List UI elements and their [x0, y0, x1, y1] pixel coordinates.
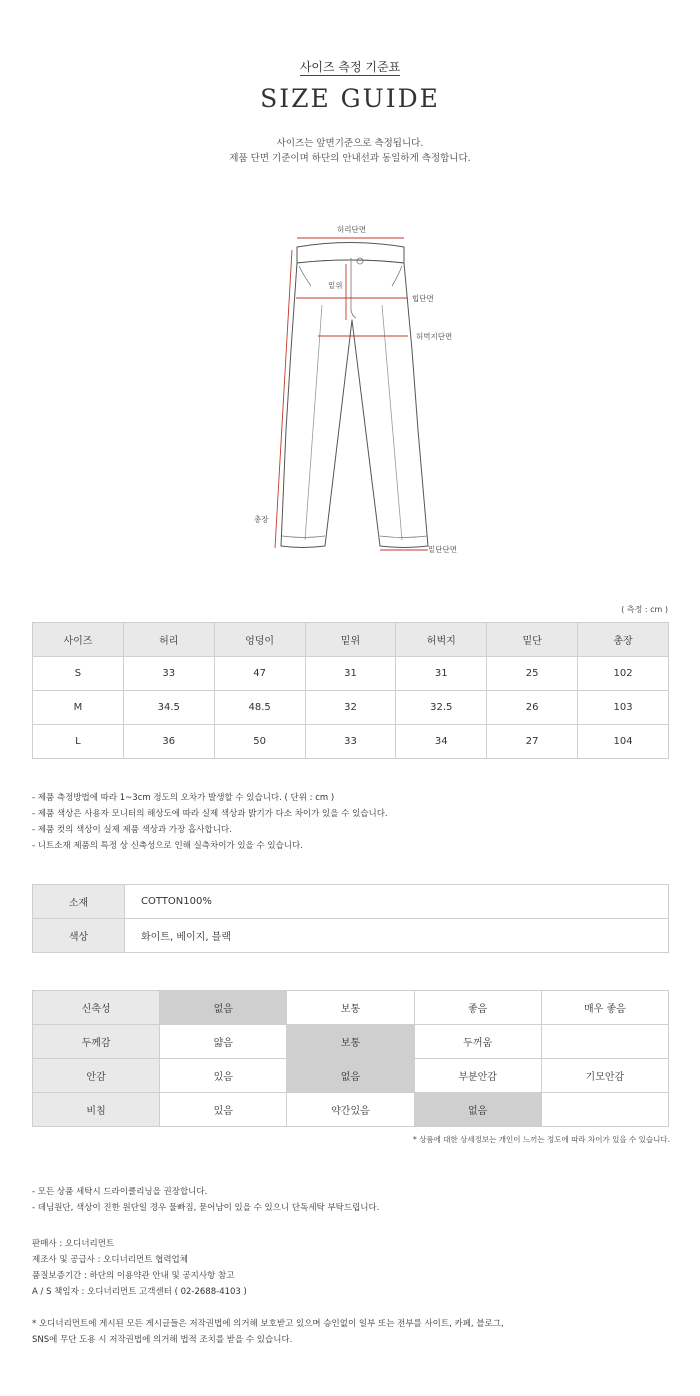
property-option: [541, 1093, 668, 1127]
property-option: 좋음: [414, 991, 541, 1025]
seller-line: 판매사 : 오디너리먼트: [32, 1239, 115, 1249]
note-line: - 제품 컷의 색상이 실제 제품 색상과 가장 흡사합니다.: [32, 825, 232, 835]
size-table-header-row: [33, 623, 669, 657]
header-cell-thigh: 허벅지: [396, 623, 487, 657]
intro-text: [0, 136, 700, 166]
table-cell: 48.5: [214, 691, 305, 725]
table-row: [33, 725, 669, 759]
table-cell: 32: [305, 691, 396, 725]
properties-table: [32, 990, 669, 1127]
table-cell: 50: [214, 725, 305, 759]
size-guide-title: SIZE GUIDE: [260, 84, 440, 113]
copyright-notice: [32, 1316, 504, 1348]
thigh-label: 허벅지단면: [416, 332, 453, 341]
table-cell: S: [33, 657, 124, 691]
color-label: 색상: [33, 919, 125, 953]
care-line: - 모든 상품 세탁시 드라이클리닝을 권장합니다.: [32, 1187, 208, 1197]
property-option: 두꺼움: [414, 1025, 541, 1059]
measurement-notes: [32, 790, 388, 854]
material-label: 소재: [33, 885, 125, 919]
table-cell: 31: [305, 657, 396, 691]
material-value: COTTON100%: [125, 885, 669, 919]
property-label: 비침: [33, 1093, 160, 1127]
header-cell-hem: 밑단: [487, 623, 578, 657]
property-row-stretch: [33, 991, 669, 1025]
table-cell: 33: [305, 725, 396, 759]
care-line: - 데님원단, 색상이 진한 원단일 경우 물빠짐, 묻어남이 있을 수 있으니 단독세탁 부탁드립니다.: [32, 1203, 380, 1213]
size-guide-subtitle: [0, 58, 700, 75]
table-cell: 26: [487, 691, 578, 725]
table-cell: 31: [396, 657, 487, 691]
warranty-line: 품질보증기간 : 하단의 이용약관 안내 및 공지사항 참고: [32, 1271, 235, 1281]
intro-line-1: 사이즈는 앞면기준으로 측정됩니다.: [276, 138, 424, 149]
color-value: 화이트, 베이지, 블랙: [125, 919, 669, 953]
property-option-selected: 없음: [160, 991, 287, 1025]
intro-line-2: 제품 단면 기준이며 하단의 안내선과 동일하게 측정합니다.: [229, 153, 471, 164]
hip-label: 힙단면: [412, 294, 434, 303]
property-label: 신축성: [33, 991, 160, 1025]
properties-note: * 상품에 대한 상세정보는 개인이 느끼는 정도에 따라 차이가 있을 수 있습니다.: [413, 1135, 670, 1144]
header-cell-waist: 허리: [123, 623, 214, 657]
table-cell: 47: [214, 657, 305, 691]
property-option: 얇음: [160, 1025, 287, 1059]
table-cell: M: [33, 691, 124, 725]
copyright-line: * 오디너리먼트에 게시된 모든 게시글들은 저작권법에 의거해 보호받고 있으며 승인없이 일부 또는 전부를 사이트, 카페, 블로그,: [32, 1319, 504, 1329]
property-option-selected: 보통: [287, 1025, 414, 1059]
property-option: 매우 좋음: [541, 991, 668, 1025]
table-cell: 27: [487, 725, 578, 759]
table-cell: 102: [578, 657, 669, 691]
table-cell: 34.5: [123, 691, 214, 725]
table-row: [33, 691, 669, 725]
hem-label: 밑단단면: [428, 545, 457, 554]
copyright-line: SNS에 무단 도용 시 저작권법에 의거해 법적 조치를 받을 수 있습니다.: [32, 1335, 293, 1345]
property-label: 두께감: [33, 1025, 160, 1059]
property-row-sheerness: [33, 1093, 669, 1127]
table-row: [33, 657, 669, 691]
rise-label: 밑위: [328, 281, 343, 290]
property-option: 보통: [287, 991, 414, 1025]
pants-body-shape: [281, 260, 428, 548]
note-line: - 제품 색상은 사용자 모니터의 해상도에 따라 실제 색상과 밝기가 다소 차이가 있을 수 있습니다.: [32, 809, 388, 819]
note-line: - 니트소재 제품의 특정 상 신축성으로 인해 실측차이가 있을 수 있습니다.: [32, 841, 303, 851]
unit-note: ( 측정 : cm ): [621, 605, 668, 614]
care-instructions: [32, 1184, 379, 1216]
seller-info: [32, 1236, 247, 1300]
header-cell-rise: 밑위: [305, 623, 396, 657]
header-cell-size: 사이즈: [33, 623, 124, 657]
table-cell: L: [33, 725, 124, 759]
property-option: 약간있음: [287, 1093, 414, 1127]
table-cell: 104: [578, 725, 669, 759]
property-option-selected: 없음: [287, 1059, 414, 1093]
property-option: 있음: [160, 1093, 287, 1127]
material-table: [32, 884, 669, 953]
table-cell: 32.5: [396, 691, 487, 725]
color-row: [33, 919, 669, 953]
manufacturer-line: 제조사 및 공급사 : 오디너리먼트 협력업체: [32, 1255, 188, 1265]
property-row-thickness: [33, 1025, 669, 1059]
header-cell-hip: 엉덩이: [214, 623, 305, 657]
subtitle-text: 사이즈 측정 기준표: [299, 60, 401, 74]
table-cell: 33: [123, 657, 214, 691]
property-option: 부분안감: [414, 1059, 541, 1093]
table-cell: 34: [396, 725, 487, 759]
table-cell: 103: [578, 691, 669, 725]
property-option: [541, 1025, 668, 1059]
table-cell: 25: [487, 657, 578, 691]
waist-label: 허리단면: [337, 225, 366, 234]
pants-measurement-diagram: [0, 210, 700, 570]
as-contact-line: A / S 책임자 : 오디너리먼트 고객센터 ( 02-2688-4103 ): [32, 1287, 247, 1297]
property-option-selected: 없음: [414, 1093, 541, 1127]
property-label: 안감: [33, 1059, 160, 1093]
property-option: 기모안감: [541, 1059, 668, 1093]
note-line: - 제품 측정방법에 따라 1~3cm 정도의 오차가 발생할 수 있습니다. ( 단위 : cm ): [32, 793, 335, 803]
header-cell-length: 총장: [578, 623, 669, 657]
size-table: [32, 622, 669, 759]
property-option: 있음: [160, 1059, 287, 1093]
length-label: 총장: [254, 515, 269, 524]
material-row: [33, 885, 669, 919]
property-row-lining: [33, 1059, 669, 1093]
table-cell: 36: [123, 725, 214, 759]
